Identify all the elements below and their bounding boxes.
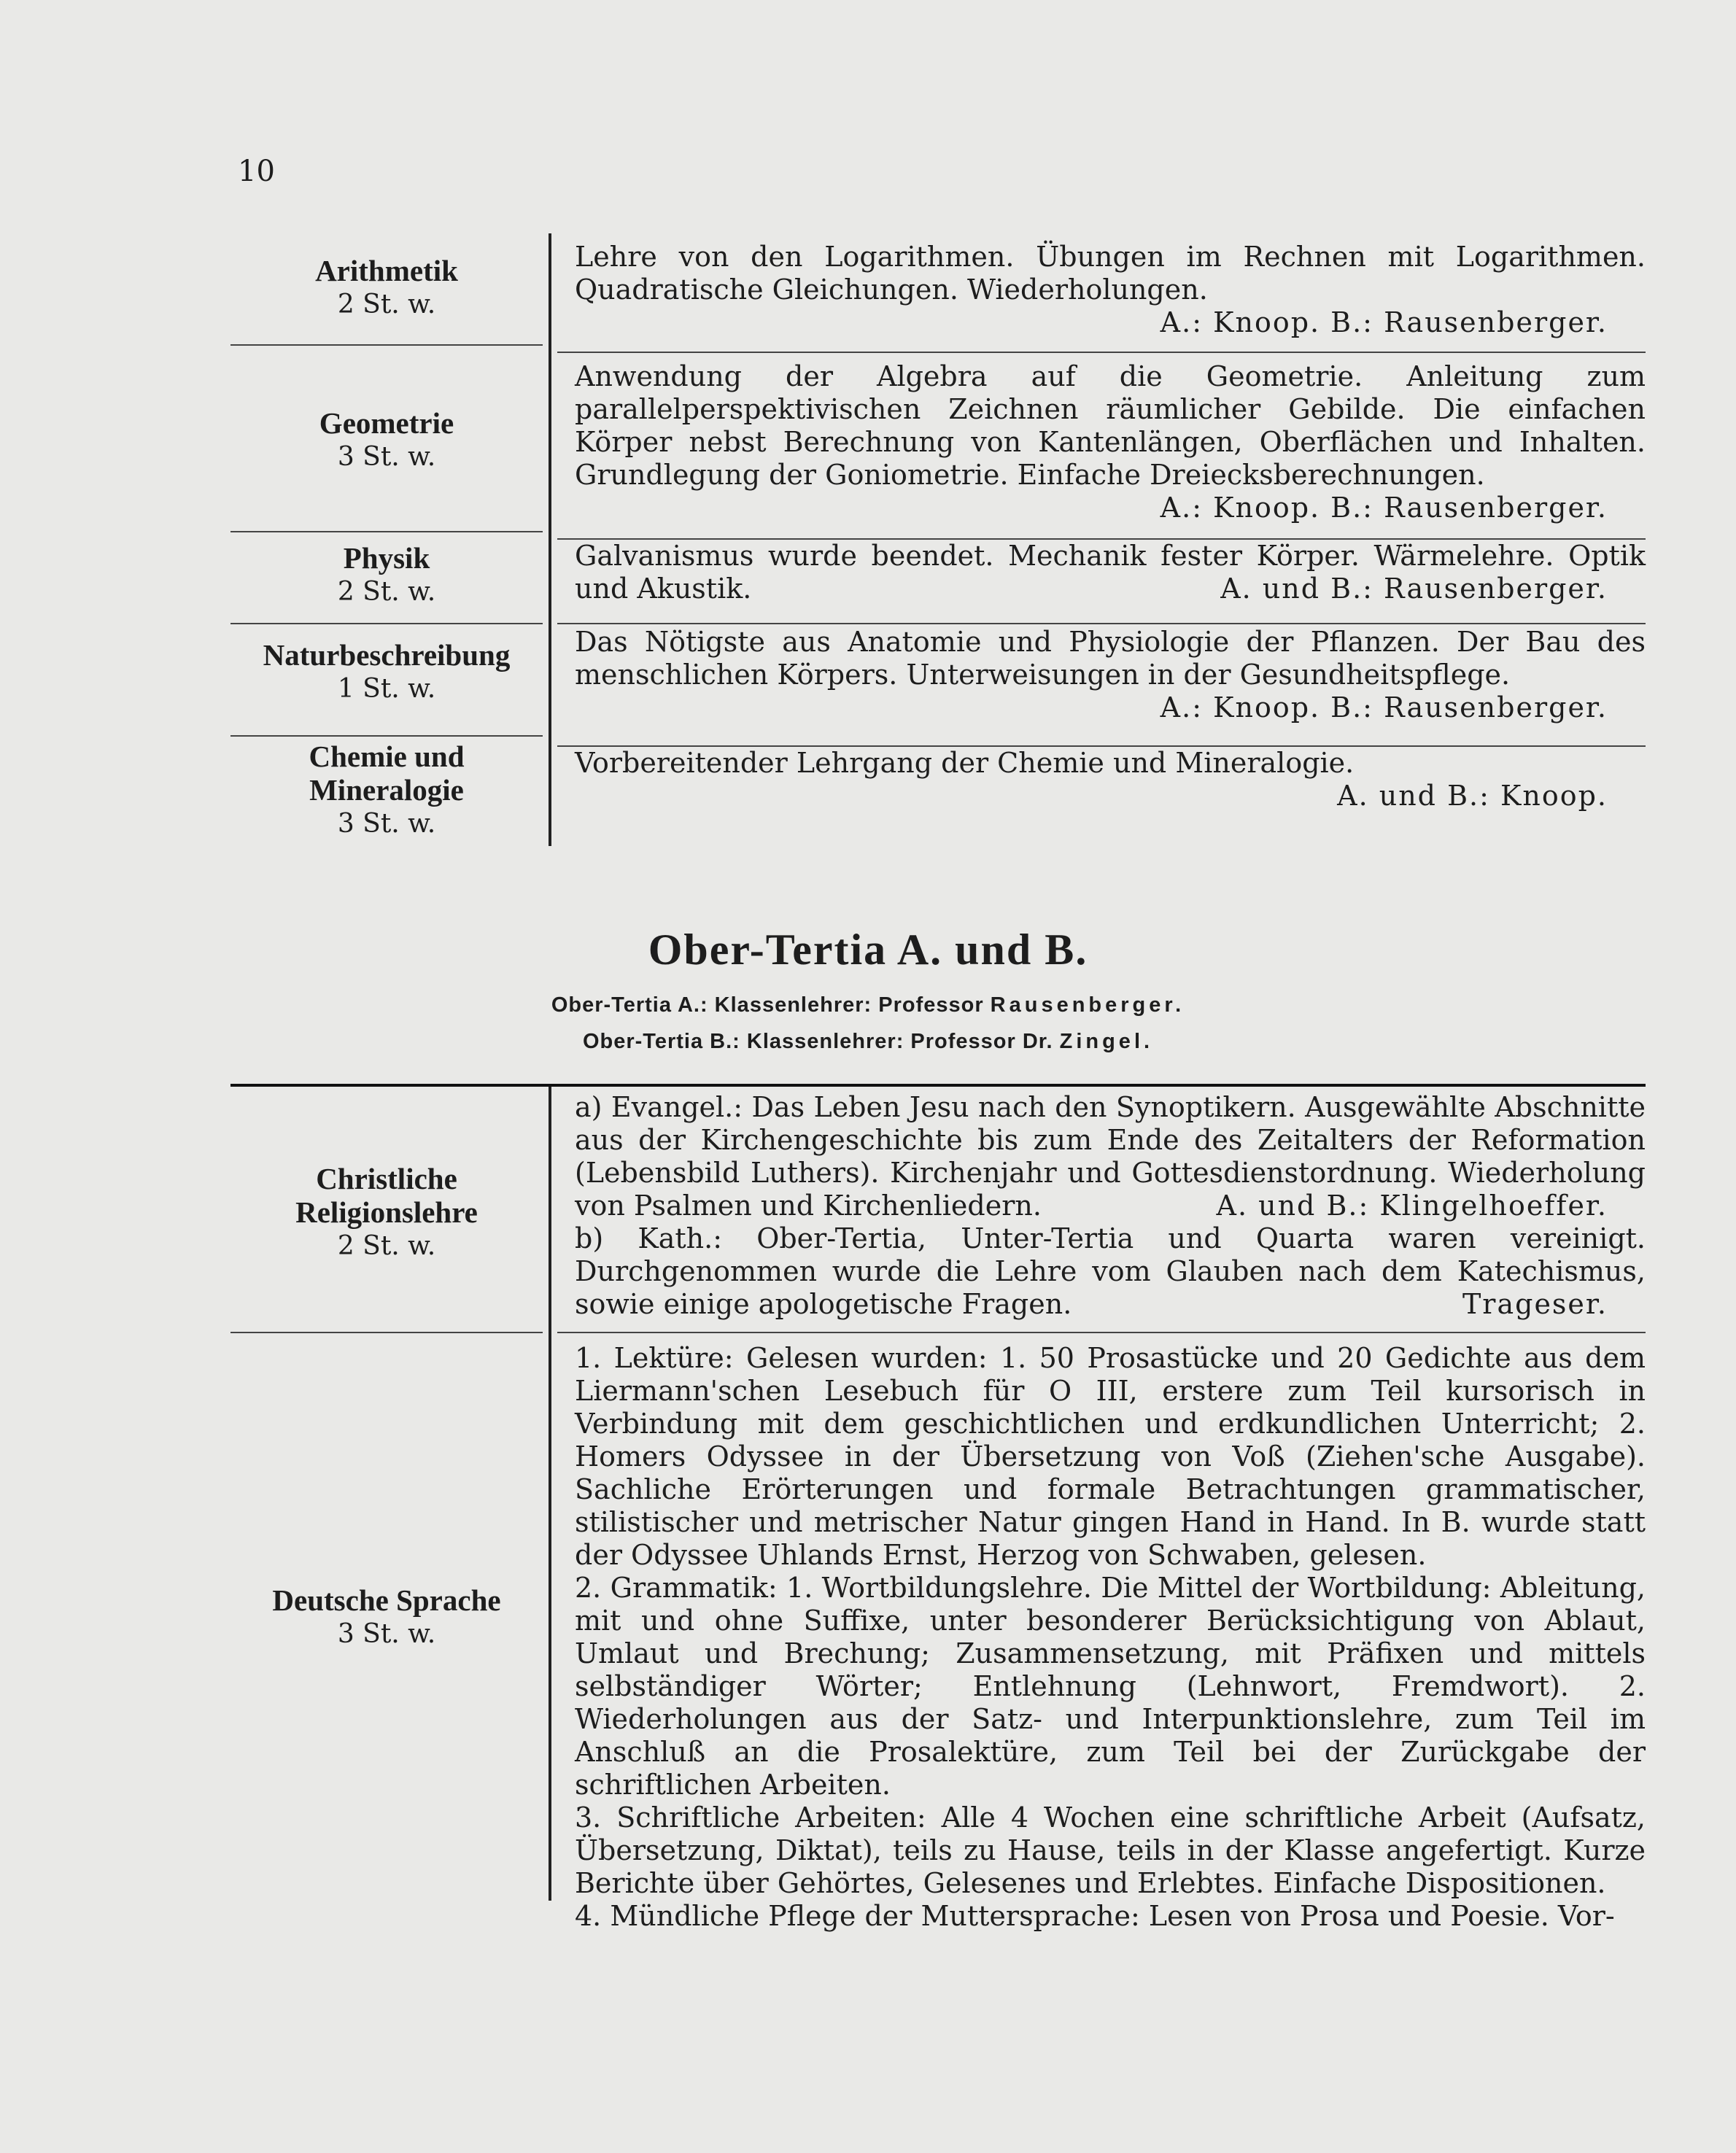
content-cell (557, 353, 1646, 528)
content-text: Vorbereitender Lehrgang der Chemie und Mineralogie. (575, 747, 1355, 779)
subject-name: Arithmetik (315, 254, 458, 287)
subject-name: Physik (343, 541, 430, 575)
subject-cell (230, 532, 543, 618)
paragraph-muendliche-pflege: 4. Mündliche Pflege der Muttersprache: Lesen von Prosa und Poesie. Vor- (575, 1900, 1615, 1932)
top-table (230, 233, 1646, 846)
class-teacher-b (0, 1030, 1736, 1054)
teacher-line: A. und B.: Klingelhoeffer. (1216, 1190, 1608, 1222)
subject-cell (230, 618, 543, 726)
row-arithmetik (230, 233, 1646, 343)
row-physik (230, 532, 1646, 618)
content-cell (557, 532, 1646, 618)
content-text: b) Kath.: Ober-Tertia, Unter-Tertia und Quarta waren vereinigt. Durchgenommen wurde die Lehre vom Glauben nach dem Katechismus, sowie einige apologetische Fragen. (575, 1222, 1646, 1320)
page-number: 10 (238, 155, 275, 188)
content-cell (557, 618, 1646, 726)
content-cell (557, 1341, 1646, 1932)
row-divider (230, 1332, 543, 1333)
class-teacher-a-name: Rausenberger. (990, 993, 1185, 1017)
row-naturbeschreibung (230, 618, 1646, 726)
row-religion (230, 1091, 1646, 1335)
subject-name: Christliche (316, 1162, 457, 1195)
subject-hours: 3 St. w. (337, 809, 436, 839)
paragraph-grammatik: 2. Grammatik: 1. Wortbildungslehre. Die Mittel der Wortbildung: Ableitung, mit und ohne Suffixe, unter besonderer Berücksichtigung von Ablaut, Umlaut und Brechung; Zusammensetzung, mit Präfixen und mittels selbständiger Wörter; Entlehnung (Lehnwort, Fremdwort). 2. Wiederholungen aus der Satz- und Interpunktionslehre, zum Teil im Anschluß an die Prosalektüre, zum Teil bei der Zurückgabe der schriftlichen Arbeiten. (575, 1572, 1646, 1801)
subject-hours: 1 St. w. (337, 674, 436, 704)
subject-name: Naturbeschreibung (263, 638, 511, 672)
content-cell (557, 233, 1646, 343)
paragraph-lektuere: 1. Lektüre: Gelesen wurden: 1. 50 Prosastücke und 20 Gedichte aus dem Liermann'schen Lesebuch für O III, erstere zum Teil kursorisch in Verbindung mit dem geschichtlichen und erdkundlichen Unterricht; 2. Homers Odyssee in der Übersetzung von Voß (Ziehen'sche Ausgabe). Sachliche Erörterungen und formale Betrachtungen grammatischer, stilistischer und metrischer Natur gingen Hand in Hand. In B. wurde statt der Odyssee Uhlands Ernst, Herzog von Schwaben, gelesen. (575, 1342, 1646, 1571)
row-divider (230, 344, 543, 346)
teacher-line: A. und B.: Rausenberger. (1220, 573, 1608, 605)
subject-hours: 3 St. w. (337, 1619, 436, 1649)
class-teacher-a (0, 993, 1736, 1017)
subject-hours: 2 St. w. (337, 577, 436, 607)
content-text: Galvanismus wurde beendet. Mechanik fester Körper. Wärmelehre. Optik und Akustik. (575, 540, 1646, 605)
table-top-rule (230, 1084, 1646, 1087)
subject-name: Geometrie (319, 406, 454, 440)
subject-name: Deutsche Sprache (272, 1583, 501, 1617)
row-geometrie (230, 353, 1646, 528)
subject-name: Chemie und (309, 740, 465, 773)
subject-cell (230, 233, 543, 343)
subject-hours: 3 St. w. (337, 442, 436, 472)
section-title: Ober-Tertia A. und B. (648, 926, 1088, 974)
teacher-line: A.: Knoop. B.: Rausenberger. (1160, 306, 1608, 338)
subject-cell (230, 1091, 543, 1335)
content-cell (557, 1091, 1646, 1335)
class-teacher-b-name: Zingel. (1059, 1030, 1154, 1053)
bottom-table (230, 1084, 1646, 1932)
class-teacher-b-prefix: Ober-Tertia B.: Klassenlehrer: Professor Dr. (582, 1030, 1060, 1053)
paragraph-schriftliche-arbeiten: 3. Schriftliche Arbeiten: Alle 4 Wochen eine schriftliche Arbeit (Aufsatz, Übersetzung, Diktat), teils zu Hause, teils in der Klasse angefertigt. Kurze Berichte über Gehörtes, Gelesenes und Erlebtes. Einfache Dispositionen. (575, 1801, 1646, 1899)
teacher-line: Trageser. (1462, 1288, 1608, 1320)
subject-cell (230, 732, 543, 849)
subject-cell (230, 1341, 543, 1895)
row-deutsch (230, 1341, 1646, 1932)
subject-name: Religionslehre (295, 1195, 478, 1229)
subject-hours: 2 St. w. (337, 1231, 436, 1261)
subject-hours: 2 St. w. (337, 290, 436, 319)
teacher-line: A.: Knoop. B.: Rausenberger. (1160, 492, 1608, 524)
content-text: a) Evangel.: Das Leben Jesu nach den Synoptikern. Ausgewählte Abschnitte aus der Kirchengeschichte bis zum Ende des Zeitalters der Reformation (Lebensbild Luthers). Kirchenjahr und Gottesdienstordnung. Wiederholung von Psalmen und Kirchenliedern. (575, 1091, 1646, 1222)
content-text: Anwendung der Algebra auf die Geometrie. Anleitung zum parallelperspektivischen Zeichnen räumlicher Gebilde. Die einfachen Körper nebst Berechnung von Kantenlängen, Oberflächen und Inhalten. Grundlegung der Goniometrie. Einfache Dreiecksberechnungen. (575, 360, 1646, 491)
content-cell (557, 732, 1646, 849)
teacher-line: A. und B.: Knoop. (1337, 780, 1608, 812)
teacher-line: A.: Knoop. B.: Rausenberger. (1160, 691, 1608, 724)
content-text: Lehre von den Logarithmen. Übungen im Rechnen mit Logarithmen. Quadratische Gleichungen. Wiederholungen. (575, 241, 1646, 306)
subject-cell (230, 353, 543, 528)
row-chemie (230, 732, 1646, 849)
row-divider (557, 1332, 1646, 1333)
class-teacher-a-prefix: Ober-Tertia A.: Klassenlehrer: Professor (551, 993, 991, 1017)
subject-name: Mineralogie (309, 773, 464, 807)
content-text: Das Nötigste aus Anatomie und Physiologie der Pflanzen. Der Bau des menschlichen Körpers. Unterweisungen in der Gesundheitspflege. (575, 626, 1646, 691)
